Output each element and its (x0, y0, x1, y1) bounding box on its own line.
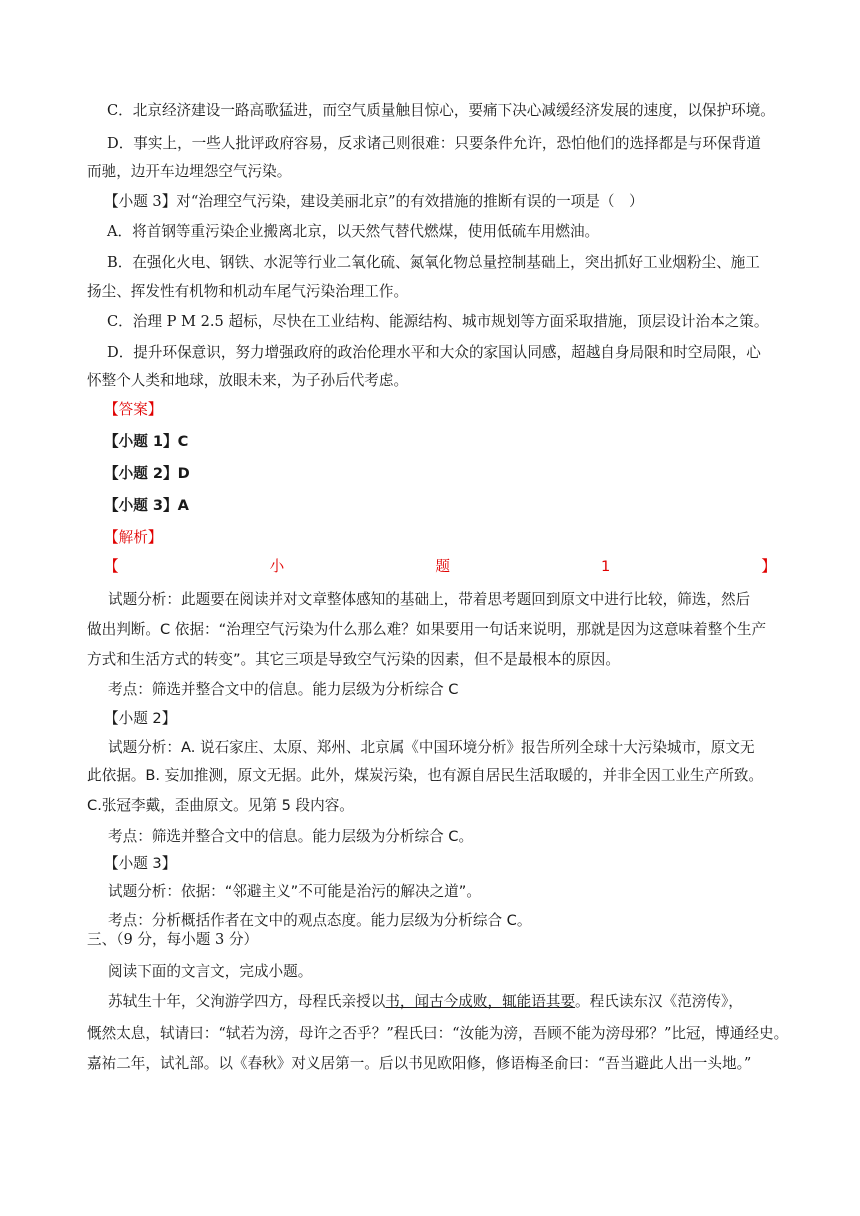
answer-q3: 【小题 3】A (104, 497, 189, 514)
classical-text-segment: 苏轼生十年，父洵游学四方，母程氏亲授以 (108, 993, 386, 1010)
analysis-q1-line2: 做出判断。C 依据：“治理空气污染为什么那么难？如果要用一句话来说明，那就是因为这意味着整个生产 (87, 621, 767, 638)
analysis-q1-header-part: 题 (435, 558, 450, 575)
analysis-q1-header-part: 小 (269, 558, 285, 575)
analysis-header: 【解析】 (104, 529, 163, 546)
section3-instruction: 阅读下面的文言文，完成小题。 (108, 963, 313, 980)
analysis-q2-line3: C.张冠李戴，歪曲原文。见第 5 段内容。 (87, 797, 354, 814)
classical-text-segment: 。程氏读东汉《范滂传》， (575, 993, 743, 1010)
analysis-q3-kaodian: 考点：分析概括作者在文中的观点态度。能力层级为分析综合 C。 (108, 912, 532, 929)
answer-q2: 【小题 2】D (104, 465, 190, 482)
q2-option-c: C．北京经济建设一路高歌猛进，而空气质量触目惊心，要痛下决心减缓经济发展的速度，以保护环境。 (107, 102, 775, 119)
q2-option-d-line2: 而驰，边开车边埋怨空气污染。 (87, 163, 292, 180)
q3-option-d-line1: D．提升环保意识，努力增强政府的政治伦理水平和大众的家国认同感，超越自身局限和时空局限，心 (107, 344, 761, 361)
analysis-q1-header-part: 【 (104, 558, 119, 575)
q3-option-b-line2: 扬尘、挥发性有机物和机动车尾气污染治理工作。 (87, 283, 409, 300)
analysis-q2-line1: 试题分析：A. 说石家庄、太原、郑州、北京属《中国环境分析》报告所列全球十大污染城市，原文无 (108, 739, 755, 756)
analysis-q2-header: 【小题 2】 (104, 710, 177, 727)
answer-q1: 【小题 1】C (104, 433, 189, 450)
analysis-q3-header: 【小题 3】 (104, 855, 177, 872)
section3-title: 三、（9 分，每小题 3 分） (87, 931, 259, 948)
analysis-q1-header-part: 1 (601, 558, 611, 575)
classical-text-line1 (108, 992, 743, 1012)
underlined-phrase: 书，闻古今成败， (385, 993, 503, 1010)
classical-text-line3: 嘉祐二年，试礼部。以《春秋》对义居第一。后以书见欧阳修，修语梅圣俞曰：“吾当避此人出一头地。” (87, 1055, 752, 1072)
q3-stem: 【小题 3】对“治理空气污染，建设美丽北京”的有效措施的推断有误的一项是（ ） (104, 193, 644, 210)
analysis-q1-header (104, 557, 776, 577)
q3-option-a: A．将首钢等重污染企业搬离北京，以天然气替代燃煤，使用低硫车用燃油。 (107, 223, 600, 240)
analysis-q3-line1: 试题分析：依据：“邻避主义”不可能是治污的解决之道”。 (108, 883, 481, 900)
analysis-q1-line1: 试题分析：此题要在阅读并对文章整体感知的基础上，带着思考题回到原文中进行比较，筛选，然后 (108, 591, 751, 608)
analysis-q2-kaodian: 考点：筛选并整合文中的信息。能力层级为分析综合 C。 (108, 828, 474, 845)
analysis-q1-line3: 方式和生活方式的转变”。其它三项是导致空气污染的因素，但不是最根本的原因。 (87, 651, 620, 668)
q3-option-b-line1: B．在强化火电、钢铁、水泥等行业二氧化硫、氮氧化物总量控制基础上，突出抓好工业烟粉尘、施工 (107, 254, 760, 271)
answer-header: 【答案】 (104, 401, 163, 418)
analysis-q2-line2: 此依据。B. 妄加推测，原文无据。此外，煤炭污染，也有源自居民生活取暖的，并非全因工业生产所致。 (87, 767, 764, 784)
analysis-q1-kaodian: 考点：筛选并整合文中的信息。能力层级为分析综合 C (108, 681, 459, 698)
q2-option-d-line1: D．事实上，一些人批评政府容易，反求诸己则很难：只要条件允许，恐怕他们的选择都是与环保背道 (107, 135, 761, 152)
q3-option-d-line2: 怀整个人类和地球，放眼未来，为子孙后代考虑。 (87, 372, 409, 389)
analysis-q1-header-part: 】 (761, 558, 776, 575)
classical-text-line2: 慨然太息，轼请曰：“轼若为滂，母许之否乎？”程氏曰：“汝能为滂，吾顾不能为滂母邪？”比冠，博通经史。 (87, 1025, 789, 1042)
q3-option-c: C．治理 P M 2.5 超标，尽快在工业结构、能源结构、城市规划等方面采取措施，顶层设计治本之策。 (107, 313, 769, 330)
underlined-phrase: 辄能语其要 (502, 993, 576, 1010)
